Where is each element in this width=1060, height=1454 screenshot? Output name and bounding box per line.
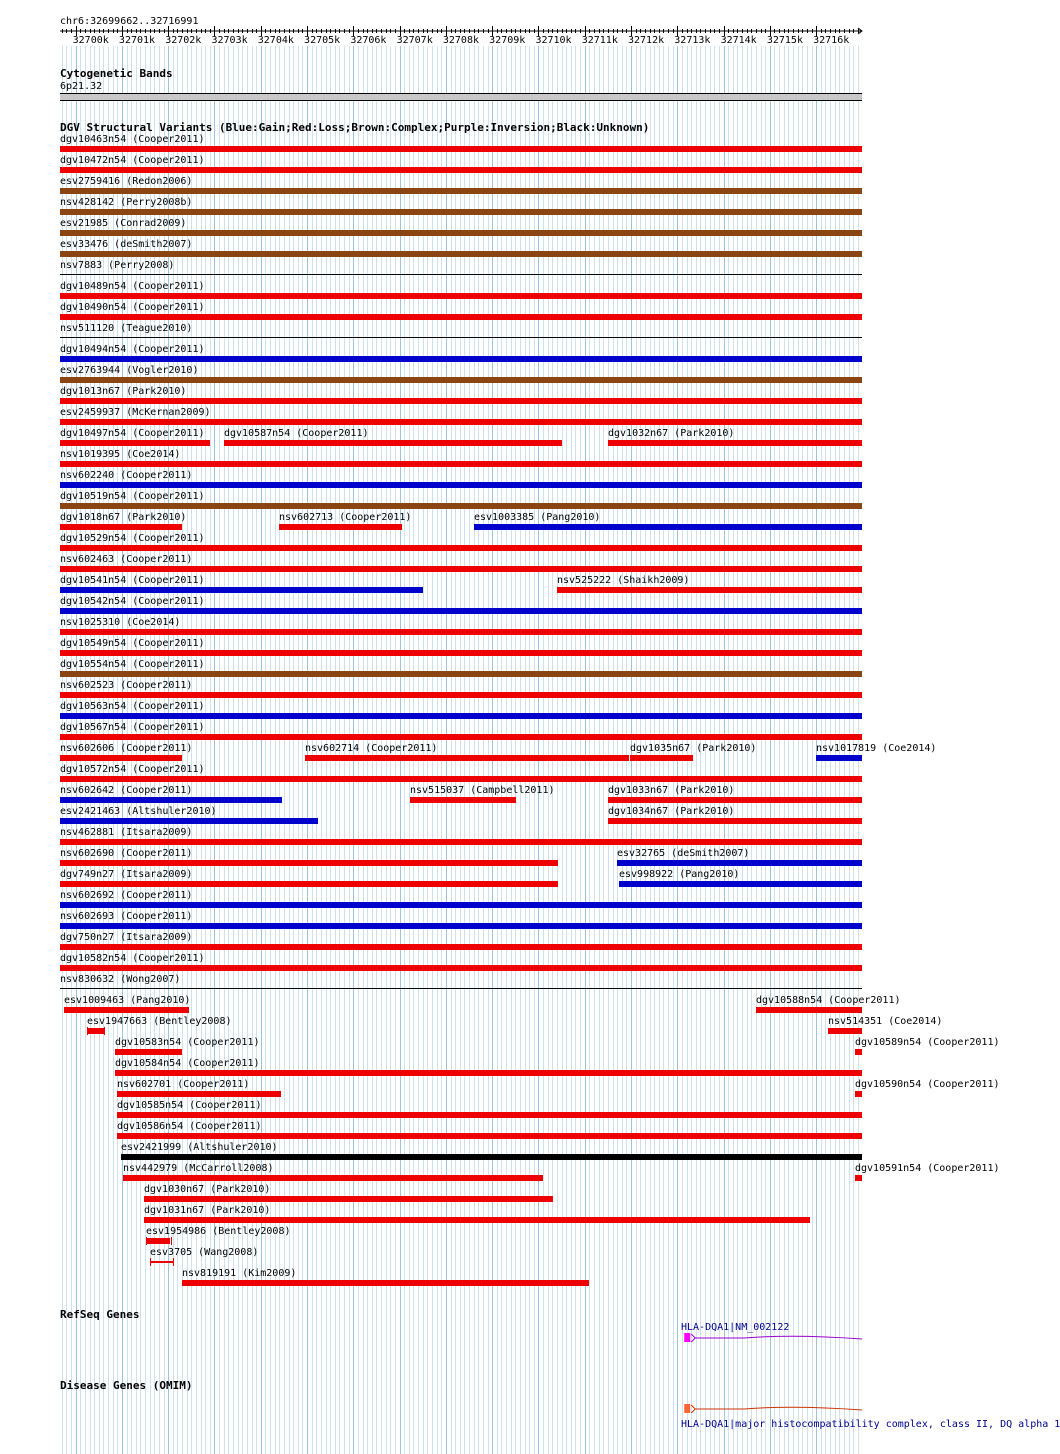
variant-label[interactable]: dgv10572n54 (Cooper2011) [60, 764, 205, 775]
variant-label[interactable]: esv1947663 (Bentley2008) [87, 1016, 232, 1027]
variant-label[interactable]: nsv602240 (Cooper2011) [60, 470, 193, 481]
variant-bar[interactable] [117, 1133, 862, 1139]
variant-bar[interactable] [123, 1175, 543, 1181]
variant-bar[interactable] [60, 923, 862, 929]
variant-label[interactable]: dgv10542n54 (Cooper2011) [60, 596, 205, 607]
variant-label[interactable]: dgv10489n54 (Cooper2011) [60, 281, 205, 292]
variant-bar[interactable] [617, 860, 862, 866]
variant-label[interactable]: nsv7883 (Perry2008) [60, 260, 175, 271]
variant-label[interactable]: dgv10585n54 (Cooper2011) [117, 1100, 262, 1111]
omim-track-title[interactable]: Disease Genes (OMIM) [60, 1379, 193, 1392]
variant-bar[interactable] [60, 797, 282, 803]
variant-label[interactable]: nsv602523 (Cooper2011) [60, 680, 193, 691]
variant-bar[interactable] [60, 293, 862, 299]
variant-bar[interactable] [557, 587, 862, 593]
omim-gene-model[interactable] [0, 1402, 890, 1416]
variant-bar[interactable] [60, 251, 862, 257]
variant-label[interactable]: nsv515037 (Campbell2011) [410, 785, 555, 796]
variant-label[interactable]: dgv10549n54 (Cooper2011) [60, 638, 205, 649]
variant-label[interactable]: nsv819191 (Kim2009) [182, 1268, 297, 1279]
variant-label[interactable]: nsv1025310 (Coe2014) [60, 617, 181, 628]
variant-label[interactable]: dgv10541n54 (Cooper2011) [60, 575, 205, 586]
variant-label[interactable]: esv998922 (Pang2010) [619, 869, 740, 880]
variant-bar[interactable] [60, 713, 862, 719]
variant-bar[interactable] [60, 965, 862, 971]
variant-bar[interactable] [410, 797, 516, 803]
variant-label[interactable]: nsv602713 (Cooper2011) [279, 512, 412, 523]
variant-bar[interactable] [855, 1091, 862, 1097]
variant-label[interactable]: nsv602642 (Cooper2011) [60, 785, 193, 796]
variant-label[interactable]: nsv514351 (Coe2014) [828, 1016, 943, 1027]
variant-end-cap [171, 1237, 172, 1245]
variant-label[interactable]: dgv10519n54 (Cooper2011) [60, 491, 205, 502]
variant-label[interactable]: esv2421999 (Altshuler2010) [121, 1142, 278, 1153]
variant-bar[interactable] [60, 337, 862, 338]
variant-label[interactable]: esv21985 (Conrad2009) [60, 218, 187, 229]
variant-label[interactable]: esv3705 (Wang2008) [150, 1247, 259, 1258]
variant-bar[interactable] [305, 755, 629, 761]
variant-bar[interactable] [115, 1070, 862, 1076]
variant-label[interactable]: dgv10554n54 (Cooper2011) [60, 659, 205, 670]
omim-gene-label[interactable]: HLA-DQA1|major histocompatibility complex, class II, DQ alpha 1 [681, 1419, 1060, 1430]
variant-label[interactable]: esv32765 (deSmith2007) [617, 848, 750, 859]
variant-bar[interactable] [60, 988, 862, 989]
ruler-tick-label: 32711k [581, 35, 618, 46]
variant-label[interactable]: dgv10494n54 (Cooper2011) [60, 344, 205, 355]
variant-label[interactable]: dgv1018n67 (Park2010) [60, 512, 187, 523]
variant-label[interactable]: dgv1034n67 (Park2010) [608, 806, 735, 817]
variant-bar[interactable] [279, 524, 402, 530]
variant-label[interactable]: esv1009463 (Pang2010) [64, 995, 191, 1006]
variant-bar[interactable] [608, 818, 862, 824]
variant-bar[interactable] [60, 274, 862, 275]
variant-bar[interactable] [60, 188, 862, 194]
variant-bar[interactable] [224, 440, 562, 446]
variant-bar[interactable] [608, 797, 862, 803]
variant-bar[interactable] [146, 1238, 170, 1244]
ruler-tick-label: 32710k [535, 35, 572, 46]
ruler-tick-label: 32706k [350, 35, 387, 46]
variant-bar[interactable] [60, 587, 423, 593]
variant-bar[interactable] [115, 1049, 182, 1055]
variant-label[interactable]: nsv462881 (Itsara2009) [60, 827, 193, 838]
variant-label[interactable]: dgv1033n67 (Park2010) [608, 785, 735, 796]
variant-bar[interactable] [60, 881, 558, 887]
variant-bar[interactable] [87, 1028, 104, 1034]
variant-label[interactable]: dgv10587n54 (Cooper2011) [224, 428, 369, 439]
variant-bar[interactable] [60, 167, 862, 173]
variant-label[interactable]: dgv10590n54 (Cooper2011) [855, 1079, 1000, 1090]
variant-label[interactable]: nsv428142 (Perry2008b) [60, 197, 193, 208]
variant-label[interactable]: dgv1031n67 (Park2010) [144, 1205, 271, 1216]
variant-label[interactable]: nsv1019395 (Coe2014) [60, 449, 181, 460]
variant-label[interactable]: dgv10472n54 (Cooper2011) [60, 155, 205, 166]
variant-label[interactable]: esv33476 (deSmith2007) [60, 239, 193, 250]
gene-exon[interactable] [684, 1404, 690, 1413]
variant-bar[interactable] [144, 1196, 553, 1202]
variant-label[interactable]: nsv602606 (Cooper2011) [60, 743, 193, 754]
variant-bar[interactable] [619, 881, 862, 887]
ruler-tick-label: 32705k [304, 35, 341, 46]
variant-bar[interactable] [60, 650, 862, 656]
ruler-tick-label: 32715k [766, 35, 803, 46]
variant-bar[interactable] [60, 482, 862, 488]
variant-label[interactable]: dgv1030n67 (Park2010) [144, 1184, 271, 1195]
ruler-tick-label: 32712k [628, 35, 665, 46]
variant-label[interactable]: nsv602701 (Cooper2011) [117, 1079, 250, 1090]
variant-label[interactable]: dgv10563n54 (Cooper2011) [60, 701, 205, 712]
variant-bar[interactable] [64, 1007, 189, 1013]
variant-bar[interactable] [60, 356, 862, 362]
variant-bar[interactable] [150, 1261, 173, 1263]
ruler-tick-label: 32713k [674, 35, 711, 46]
variant-bar[interactable] [60, 230, 862, 236]
dgv-track-title[interactable]: DGV Structural Variants (Blue:Gain;Red:Loss;Brown:Complex;Purple:Inversion;Black:Unknown) [60, 121, 650, 134]
cytoband-bar[interactable] [60, 93, 862, 101]
variant-label[interactable]: dgv1013n67 (Park2010) [60, 386, 187, 397]
variant-start-cap [150, 1258, 151, 1266]
variant-end-cap [173, 1258, 174, 1266]
variant-bar[interactable] [144, 1217, 810, 1223]
variant-label[interactable]: dgv1032n67 (Park2010) [608, 428, 735, 439]
variant-label[interactable]: dgv10463n54 (Cooper2011) [60, 134, 205, 145]
variant-label[interactable]: dgv10588n54 (Cooper2011) [756, 995, 901, 1006]
refseq-track-title[interactable]: RefSeq Genes [60, 1308, 140, 1321]
variant-bar[interactable] [60, 629, 862, 635]
variant-label[interactable]: nsv602692 (Cooper2011) [60, 890, 193, 901]
variant-bar[interactable] [60, 398, 862, 404]
variant-label[interactable]: nsv1017819 (Coe2014) [816, 743, 937, 754]
variant-bar[interactable] [117, 1112, 862, 1118]
variant-bar[interactable] [60, 440, 210, 446]
strand-arrow-icon [691, 1405, 695, 1413]
ruler-tick-label: 32716k [813, 35, 850, 46]
variant-label[interactable]: dgv10583n54 (Cooper2011) [115, 1037, 260, 1048]
variant-label[interactable]: nsv830632 (Wong2007) [60, 974, 181, 985]
variant-label[interactable]: esv2421463 (Altshuler2010) [60, 806, 217, 817]
ruler-tick-label: 32708k [442, 35, 479, 46]
variant-bar[interactable] [60, 734, 862, 740]
variant-label[interactable]: dgv10529n54 (Cooper2011) [60, 533, 205, 544]
variant-bar[interactable] [60, 860, 558, 866]
variant-label[interactable]: esv2763944 (Vogler2010) [60, 365, 199, 376]
variant-label[interactable]: dgv10586n54 (Cooper2011) [117, 1121, 262, 1132]
variant-start-cap [87, 1027, 88, 1035]
variant-bar[interactable] [816, 755, 862, 761]
variant-label[interactable]: dgv10591n54 (Cooper2011) [855, 1163, 1000, 1174]
variant-bar[interactable] [60, 209, 862, 215]
variant-bar[interactable] [60, 419, 862, 425]
variant-bar[interactable] [60, 902, 862, 908]
variant-bar[interactable] [60, 818, 318, 824]
variant-label[interactable]: nsv511120 (Teague2010) [60, 323, 193, 334]
variant-bar[interactable] [60, 776, 862, 782]
variant-bar[interactable] [60, 461, 862, 467]
variant-label[interactable]: dgv10584n54 (Cooper2011) [115, 1058, 260, 1069]
ruler-tick-label: 32709k [489, 35, 526, 46]
variant-bar[interactable] [60, 608, 862, 614]
gene-intron-line [695, 1336, 862, 1339]
cytoband-label: 6p21.32 [60, 81, 103, 92]
ruler-tick-label: 32704k [257, 35, 294, 46]
gene-exon[interactable] [684, 1333, 690, 1342]
variant-label[interactable]: dgv749n27 (Itsara2009) [60, 869, 193, 880]
ruler-tick-label: 32707k [396, 35, 433, 46]
variant-bar[interactable] [60, 503, 862, 509]
variant-end-cap [104, 1027, 105, 1035]
variant-label[interactable]: dgv10589n54 (Cooper2011) [855, 1037, 1000, 1048]
variant-bar[interactable] [117, 1091, 281, 1097]
variant-bar[interactable] [121, 1154, 862, 1160]
variant-bar[interactable] [60, 755, 182, 761]
variant-bar[interactable] [608, 440, 862, 446]
variant-bar[interactable] [756, 1007, 862, 1013]
strand-arrow-icon [691, 1334, 695, 1342]
variant-bar[interactable] [855, 1049, 862, 1055]
gene-intron-line [695, 1407, 862, 1410]
variant-label[interactable]: nsv602463 (Cooper2011) [60, 554, 193, 565]
variant-bar[interactable] [60, 839, 862, 845]
variant-label[interactable]: dgv1035n67 (Park2010) [630, 743, 757, 754]
variant-label[interactable]: dgv10567n54 (Cooper2011) [60, 722, 205, 733]
variant-label[interactable]: dgv10490n54 (Cooper2011) [60, 302, 205, 313]
variant-bar[interactable] [60, 146, 862, 152]
ruler-tick-label: 32701k [118, 35, 156, 46]
position-readout: chr6:32699662..32716991 [60, 16, 199, 27]
variant-label[interactable]: esv1003385 (Pang2010) [474, 512, 601, 523]
variant-label[interactable]: esv2759416 (Redon2006) [60, 176, 193, 187]
refseq-gene-label[interactable]: HLA-DQA1|NM_002122 [681, 1322, 790, 1333]
variant-bar[interactable] [60, 545, 862, 551]
variant-bar[interactable] [60, 314, 862, 320]
ruler-tick-label: 32714k [720, 35, 757, 46]
variant-bar[interactable] [60, 944, 862, 950]
variant-bar[interactable] [60, 692, 862, 698]
variant-label[interactable]: esv1954986 (Bentley2008) [146, 1226, 291, 1237]
variant-bar[interactable] [60, 377, 862, 383]
refseq-gene-model[interactable] [0, 1331, 890, 1345]
cytoband-track-title[interactable]: Cytogenetic Bands [60, 67, 173, 80]
variant-bar[interactable] [828, 1028, 862, 1034]
variant-label[interactable]: nsv525222 (Shaikh2009) [557, 575, 690, 586]
ruler-tick-label: 32703k [211, 35, 248, 46]
variant-bar[interactable] [60, 524, 182, 530]
variant-bar[interactable] [630, 755, 693, 761]
variant-bar[interactable] [182, 1280, 589, 1286]
variant-label[interactable]: nsv602693 (Cooper2011) [60, 911, 193, 922]
variant-bar[interactable] [60, 671, 862, 677]
variant-bar[interactable] [60, 566, 862, 572]
variant-label[interactable]: dgv750n27 (Itsara2009) [60, 932, 193, 943]
variant-label[interactable]: dgv10497n54 (Cooper2011) [60, 428, 205, 439]
variant-label[interactable]: nsv602714 (Cooper2011) [305, 743, 438, 754]
variant-label[interactable]: esv2459937 (McKernan2009) [60, 407, 211, 418]
variant-label[interactable]: nsv442979 (McCarroll2008) [123, 1163, 274, 1174]
variant-label[interactable]: nsv602690 (Cooper2011) [60, 848, 193, 859]
variant-bar[interactable] [855, 1175, 862, 1181]
variant-bar[interactable] [474, 524, 862, 530]
ruler-tick-label: 32702k [165, 35, 202, 46]
ruler-tick-label: 32700k [72, 35, 109, 46]
variant-start-cap [146, 1237, 147, 1245]
variant-label[interactable]: dgv10582n54 (Cooper2011) [60, 953, 205, 964]
